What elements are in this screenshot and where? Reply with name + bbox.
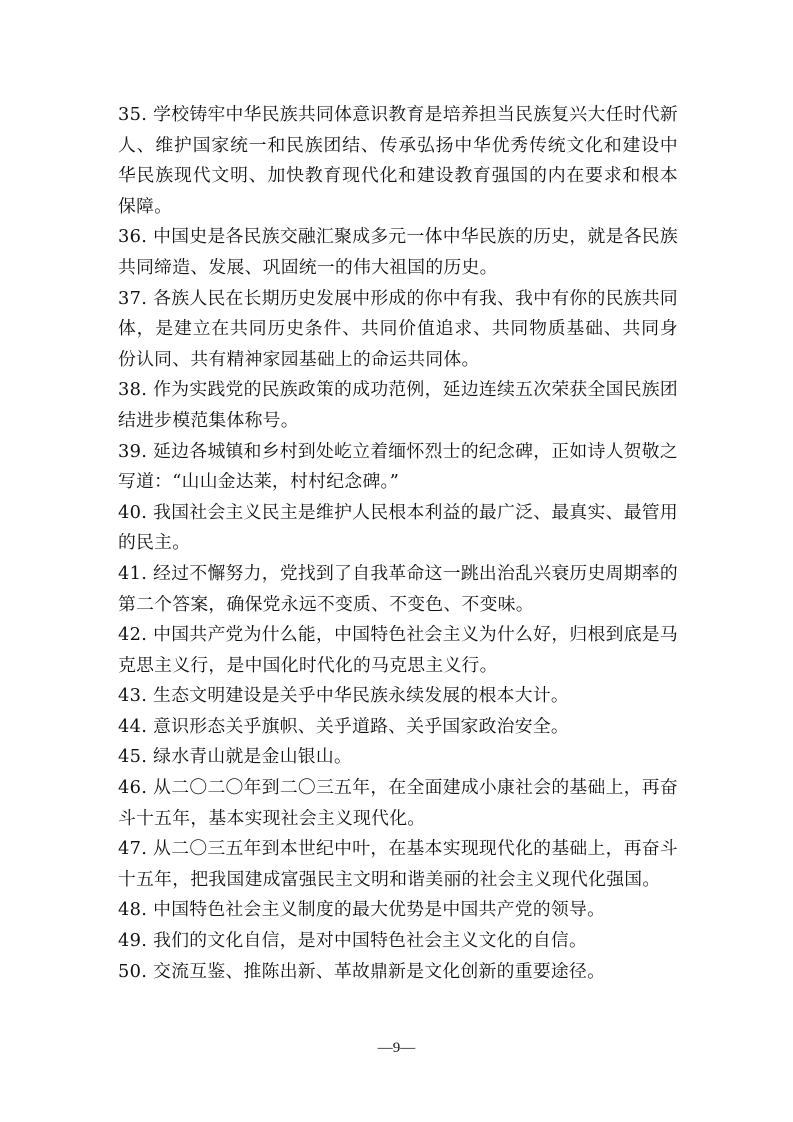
page-number: —9— — [377, 1040, 416, 1056]
paragraph-35: 35. 学校铸牢中华民族共同体意识教育是培养担当民族复兴大任时代新人、维护国家统一和民族团结、传承弘扬中华优秀传统文化和建设中华民族现代文明、加快教育现代化和建设教育强国的内在要求和根本保障。 — [118, 104, 678, 217]
paragraph-43: 43. 生态文明建设是关乎中华民族永续发展的根本大计。 — [118, 685, 569, 707]
paragraph-50: 50. 交流互鉴、推陈出新、革故鼎新是文化创新的重要途径。 — [118, 960, 606, 982]
paragraph-37: 37. 各族人民在长期历史发展中形成的你中有我、我中有你的民族共同体，是建立在共同历史条件、共同价值追求、共同物质基础、共同身份认同、共有精神家园基础上的命运共同体。 — [118, 287, 678, 370]
paragraph-36: 36. 中国史是各民族交融汇聚成多元一体中华民族的历史，就是各民族共同缔造、发展、巩固统一的伟大祖国的历史。 — [118, 226, 678, 278]
paragraph-45: 45. 绿水青山就是金山银山。 — [118, 746, 353, 768]
paragraph-40: 40. 我国社会主义民主是维护人民根本利益的最广泛、最真实、最管用的民主。 — [118, 501, 678, 554]
paragraph-42: 42. 中国共产党为什么能，中国特色社会主义为什么好，归根到底是马克思主义行，是中国化时代化的马克思主义行。 — [118, 624, 678, 676]
paragraph-41: 41. 经过不懈努力，党找到了自我革命这一跳出治乱兴衰历史周期率的第二个答案，确保党永远不变质、不变色、不变味。 — [118, 562, 678, 615]
paragraph-38: 38. 作为实践党的民族政策的成功范例，延边连续五次荣获全国民族团结进步模范集体称号。 — [118, 379, 678, 431]
paragraph-39: 39. 延边各城镇和乡村到处屹立着缅怀烈士的纪念碑，正如诗人贺敬之写道：“山山金达莱，村村纪念碑。” — [118, 440, 678, 493]
paragraph-49: 49. 我们的文化自信，是对中国特色社会主义文化的自信。 — [118, 930, 588, 952]
paragraph-48: 48. 中国特色社会主义制度的最大优势是中国共产党的领导。 — [118, 899, 606, 921]
paragraph-44: 44. 意识形态关乎旗帜、关乎道路、关乎国家政治安全。 — [118, 715, 569, 737]
paragraph-46: 46. 从二〇二〇年到二〇三五年，在全面建成小康社会的基础上，再奋斗十五年，基本实现社会主义现代化。 — [118, 777, 678, 829]
document-body — [118, 100, 678, 987]
paragraph-47: 47. 从二〇三五年到本世纪中叶，在基本实现现代化的基础上，再奋斗十五年，把我国建成富强民主文明和谐美丽的社会主义现代化强国。 — [118, 838, 678, 890]
